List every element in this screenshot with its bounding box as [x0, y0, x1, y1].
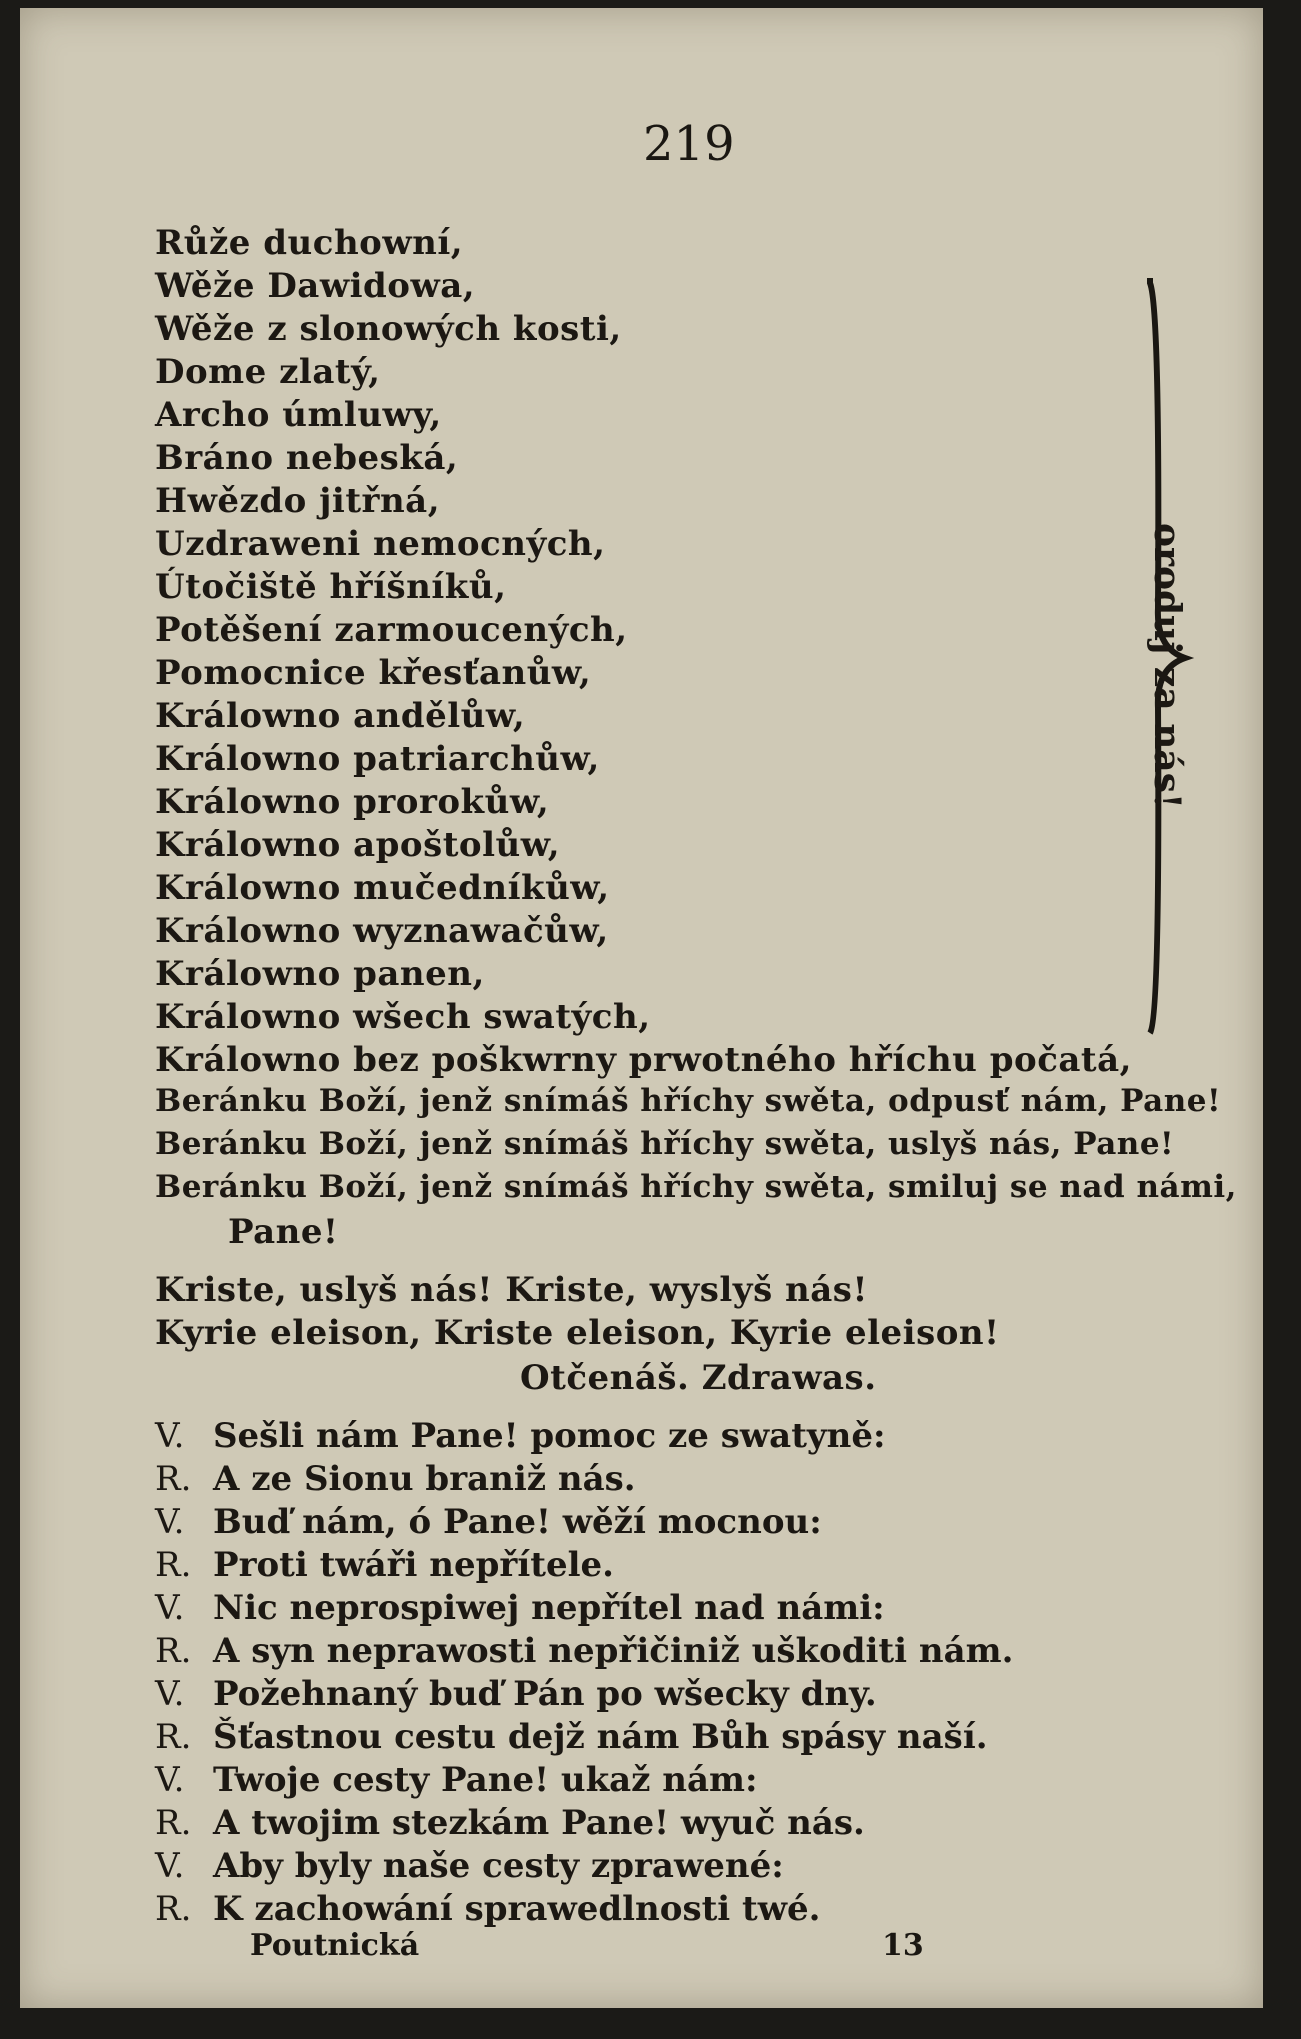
litany-line: Králowno andělůw,	[155, 696, 526, 736]
litany-line: Potěšení zarmoucených,	[155, 610, 628, 650]
litany-line: Králowno wšech swatých,	[155, 997, 651, 1037]
versicle-line: R. Šťastnou cestu dejž nám Bůh spásy naší.	[155, 1717, 988, 1757]
side-note: oroduj za nás!	[1146, 523, 1188, 809]
litany-line: Beránku Boží, jenž snímáš hříchy swěta, uslyš nás, Pane!	[155, 1126, 1175, 1162]
versicle-line: R. K zachowání sprawedlnosti twé.	[155, 1889, 821, 1929]
litany-line: Králowno patriarchůw,	[155, 739, 600, 779]
litany-line: Beránku Boží, jenž snímáš hříchy swěta, smiluj se nad námi,	[155, 1169, 1237, 1205]
litany-line: Pomocnice křesťanůw,	[155, 653, 592, 693]
signature-number: 13	[882, 1928, 924, 1963]
litany-line: Králowno panen,	[155, 954, 485, 994]
litany-line: Útočiště hříšníků,	[155, 567, 507, 607]
litany-line: Králowno bez poškwrny prwotného hříchu počatá,	[155, 1040, 1132, 1080]
kyrie-line: Kriste, uslyš nás! Kriste, wyslyš nás!	[155, 1270, 868, 1310]
litany-line: Archo úmluwy,	[155, 395, 442, 435]
versicle-line: R. A twojim stezkám Pane! wyuč nás.	[155, 1803, 865, 1843]
litany-line: Wěže z slonowých kosti,	[155, 309, 622, 349]
litany-line: Beránku Boží, jenž snímáš hříchy swěta, odpusť nám, Pane!	[155, 1083, 1222, 1119]
litany-line: Růže duchowní,	[155, 223, 464, 263]
versicle-line: V. Buď nám, ó Pane! wěží mocnou:	[155, 1502, 822, 1542]
litany-line: Wěže Dawidowa,	[155, 266, 476, 306]
litany-line: Králowno apoštolůw,	[155, 825, 561, 865]
book-page	[20, 8, 1263, 2008]
litany-line-continued: Pane!	[228, 1212, 339, 1252]
versicle-line: R. A ze Sionu braniž nás.	[155, 1459, 636, 1499]
litany-line: Dome zlatý,	[155, 352, 381, 392]
litany-line: Bráno nebeská,	[155, 438, 459, 478]
page-number: 219	[643, 116, 735, 172]
versicle-line: V. Požehnaný buď Pán po wšecky dny.	[155, 1674, 877, 1714]
litany-line: Králowno wyznawačůw,	[155, 911, 609, 951]
kyrie-line: Kyrie eleison, Kriste eleison, Kyrie eleison!	[155, 1313, 1000, 1353]
versicle-line: R. Proti twáři nepřítele.	[155, 1545, 614, 1585]
litany-line: Králowno mučedníkůw,	[155, 868, 610, 908]
litany-line: Hwězdo jitřná,	[155, 481, 441, 521]
signature-mark: Poutnická	[250, 1928, 420, 1963]
versicle-line: V. Aby byly naše cesty zprawené:	[155, 1846, 784, 1886]
litany-line: Uzdraweni nemocných,	[155, 524, 606, 564]
versicle-line: V. Nic neprospiwej nepřítel nad námi:	[155, 1588, 885, 1628]
litany-line: Králowno prorokůw,	[155, 782, 550, 822]
versicle-line: R. A syn neprawosti nepřičiniž uškoditi nám.	[155, 1631, 1014, 1671]
prayers-heading: Otčenáš. Zdrawas.	[520, 1358, 877, 1398]
versicle-line: V. Sešli nám Pane! pomoc ze swatyně:	[155, 1416, 886, 1456]
versicle-line: V. Twoje cesty Pane! ukaž nám:	[155, 1760, 758, 1800]
